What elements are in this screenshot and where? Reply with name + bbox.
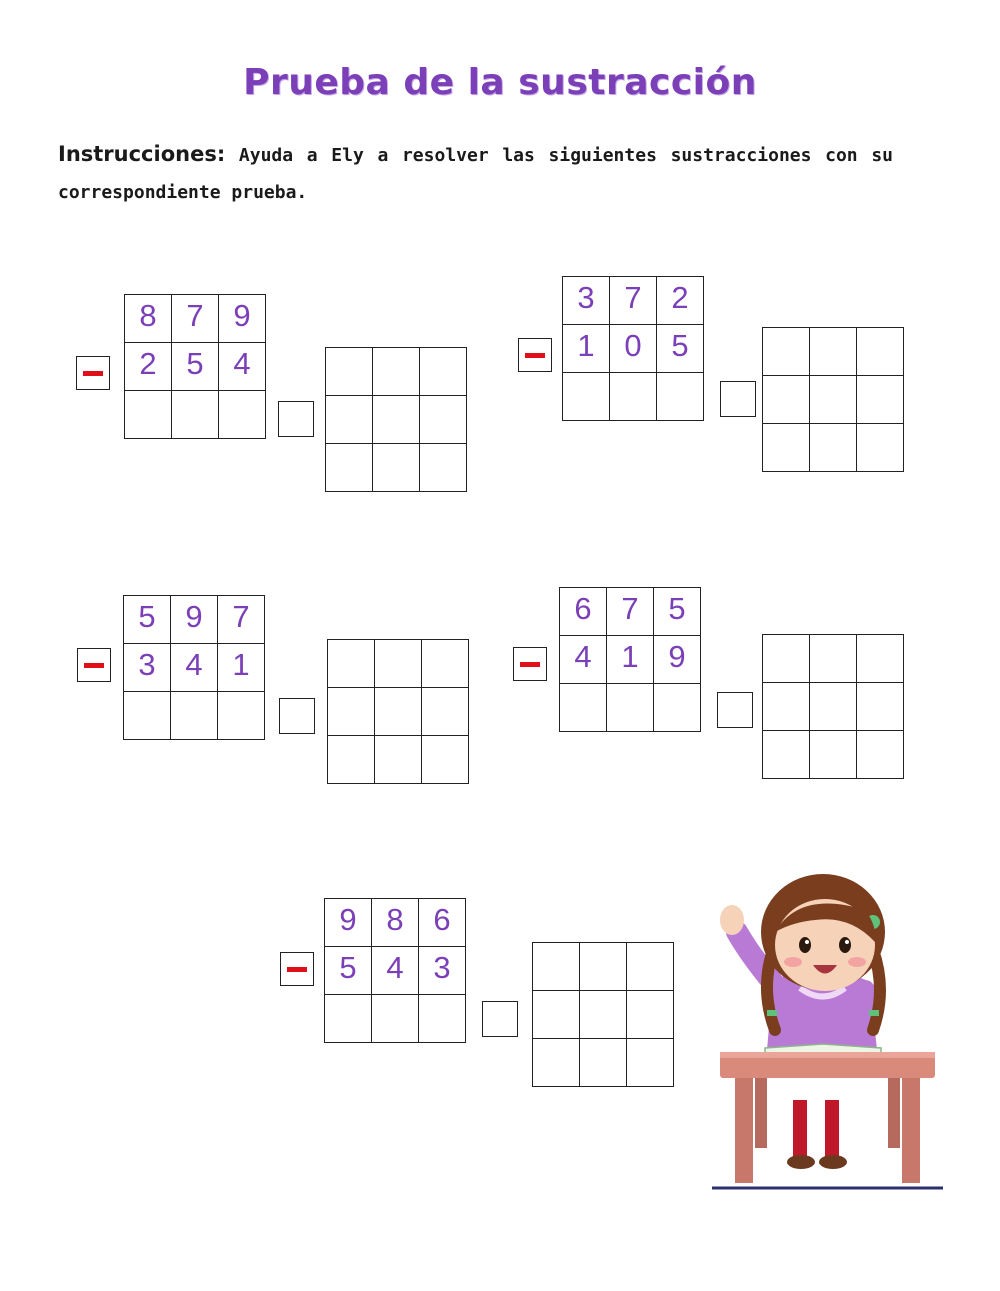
proof-cell[interactable] <box>857 635 904 683</box>
operator-box[interactable] <box>482 1001 518 1037</box>
answer-cell[interactable] <box>125 391 172 439</box>
proof-cell[interactable] <box>810 376 857 424</box>
page-title: Prueba de la sustracción <box>243 62 757 103</box>
proof-cell[interactable] <box>627 991 674 1039</box>
answer-cell[interactable] <box>325 995 372 1043</box>
minus-sign-icon <box>518 338 552 372</box>
proof-cell[interactable] <box>533 943 580 991</box>
proof-cell[interactable] <box>326 348 373 396</box>
answer-cell[interactable] <box>607 684 654 732</box>
subtrahend-digit: 1 <box>218 644 265 692</box>
proof-cell[interactable] <box>422 736 469 784</box>
proof-grid-4 <box>762 634 904 779</box>
subtraction-grid-3 <box>123 595 265 740</box>
proof-cell[interactable] <box>328 640 375 688</box>
answer-cell[interactable] <box>560 684 607 732</box>
instructions-text: Ayuda a Ely a resolver las siguientes sustracciones con su correspondiente prueba. <box>58 145 893 203</box>
proof-cell[interactable] <box>810 424 857 472</box>
subtrahend-digit: 3 <box>124 644 171 692</box>
proof-cell[interactable] <box>763 424 810 472</box>
minuend-digit: 3 <box>563 277 610 325</box>
answer-cell[interactable] <box>124 692 171 740</box>
subtrahend-digit: 3 <box>419 947 466 995</box>
proof-cell[interactable] <box>533 1039 580 1087</box>
answer-cell[interactable] <box>218 692 265 740</box>
proof-cell[interactable] <box>627 943 674 991</box>
minuend-digit: 8 <box>372 899 419 947</box>
subtrahend-digit: 5 <box>657 325 704 373</box>
minuend-digit: 2 <box>657 277 704 325</box>
subtrahend-digit: 2 <box>125 343 172 391</box>
proof-cell[interactable] <box>857 328 904 376</box>
subtrahend-digit: 5 <box>325 947 372 995</box>
proof-cell[interactable] <box>763 328 810 376</box>
minuend-digit: 9 <box>171 596 218 644</box>
proof-cell[interactable] <box>326 444 373 492</box>
operator-box[interactable] <box>279 698 315 734</box>
proof-cell[interactable] <box>375 688 422 736</box>
minus-sign-icon <box>76 356 110 390</box>
subtrahend-digit: 9 <box>654 636 701 684</box>
subtrahend-digit: 4 <box>372 947 419 995</box>
proof-cell[interactable] <box>580 1039 627 1087</box>
proof-cell[interactable] <box>763 376 810 424</box>
minuend-digit: 9 <box>219 295 266 343</box>
minus-sign-icon <box>77 648 111 682</box>
proof-cell[interactable] <box>627 1039 674 1087</box>
proof-cell[interactable] <box>375 640 422 688</box>
answer-cell[interactable] <box>172 391 219 439</box>
answer-cell[interactable] <box>171 692 218 740</box>
proof-grid-2 <box>762 327 904 472</box>
proof-cell[interactable] <box>763 635 810 683</box>
minuend-digit: 7 <box>610 277 657 325</box>
proof-cell[interactable] <box>326 396 373 444</box>
proof-cell[interactable] <box>857 731 904 779</box>
proof-cell[interactable] <box>422 688 469 736</box>
minuend-digit: 5 <box>654 588 701 636</box>
minuend-digit: 6 <box>560 588 607 636</box>
proof-cell[interactable] <box>763 731 810 779</box>
proof-cell[interactable] <box>373 348 420 396</box>
proof-cell[interactable] <box>580 991 627 1039</box>
subtraction-grid-1 <box>124 294 266 439</box>
proof-cell[interactable] <box>810 635 857 683</box>
proof-cell[interactable] <box>375 736 422 784</box>
operator-box[interactable] <box>717 692 753 728</box>
proof-cell[interactable] <box>420 444 467 492</box>
proof-cell[interactable] <box>533 991 580 1039</box>
proof-cell[interactable] <box>857 683 904 731</box>
minus-sign-icon <box>513 647 547 681</box>
answer-cell[interactable] <box>563 373 610 421</box>
answer-cell[interactable] <box>610 373 657 421</box>
subtrahend-digit: 1 <box>607 636 654 684</box>
subtrahend-digit: 4 <box>171 644 218 692</box>
proof-cell[interactable] <box>580 943 627 991</box>
subtrahend-digit: 5 <box>172 343 219 391</box>
instructions-lead: Instrucciones: <box>58 142 226 166</box>
answer-cell[interactable] <box>654 684 701 732</box>
girl-at-desk-illustration <box>705 870 950 1200</box>
subtraction-grid-5 <box>324 898 466 1043</box>
proof-cell[interactable] <box>857 424 904 472</box>
proof-cell[interactable] <box>373 396 420 444</box>
proof-grid-5 <box>532 942 674 1087</box>
minuend-digit: 9 <box>325 899 372 947</box>
operator-box[interactable] <box>720 381 756 417</box>
minuend-digit: 8 <box>125 295 172 343</box>
minuend-digit: 7 <box>172 295 219 343</box>
proof-cell[interactable] <box>810 683 857 731</box>
proof-grid-3 <box>327 639 469 784</box>
minuend-digit: 5 <box>124 596 171 644</box>
operator-box[interactable] <box>278 401 314 437</box>
proof-cell[interactable] <box>328 688 375 736</box>
proof-cell[interactable] <box>763 683 810 731</box>
answer-cell[interactable] <box>657 373 704 421</box>
answer-cell[interactable] <box>219 391 266 439</box>
proof-cell[interactable] <box>328 736 375 784</box>
proof-cell[interactable] <box>857 376 904 424</box>
subtrahend-digit: 4 <box>219 343 266 391</box>
proof-cell[interactable] <box>422 640 469 688</box>
subtrahend-digit: 1 <box>563 325 610 373</box>
minuend-digit: 7 <box>218 596 265 644</box>
proof-cell[interactable] <box>810 731 857 779</box>
minuend-digit: 6 <box>419 899 466 947</box>
minuend-digit: 7 <box>607 588 654 636</box>
answer-cell[interactable] <box>419 995 466 1043</box>
proof-cell[interactable] <box>420 348 467 396</box>
proof-grid-1 <box>325 347 467 492</box>
subtrahend-digit: 4 <box>560 636 607 684</box>
answer-cell[interactable] <box>372 995 419 1043</box>
subtraction-grid-2 <box>562 276 704 421</box>
minus-sign-icon <box>280 952 314 986</box>
proof-cell[interactable] <box>373 444 420 492</box>
subtraction-grid-4 <box>559 587 701 732</box>
proof-cell[interactable] <box>420 396 467 444</box>
proof-cell[interactable] <box>810 328 857 376</box>
subtrahend-digit: 0 <box>610 325 657 373</box>
instructions <box>58 136 893 211</box>
